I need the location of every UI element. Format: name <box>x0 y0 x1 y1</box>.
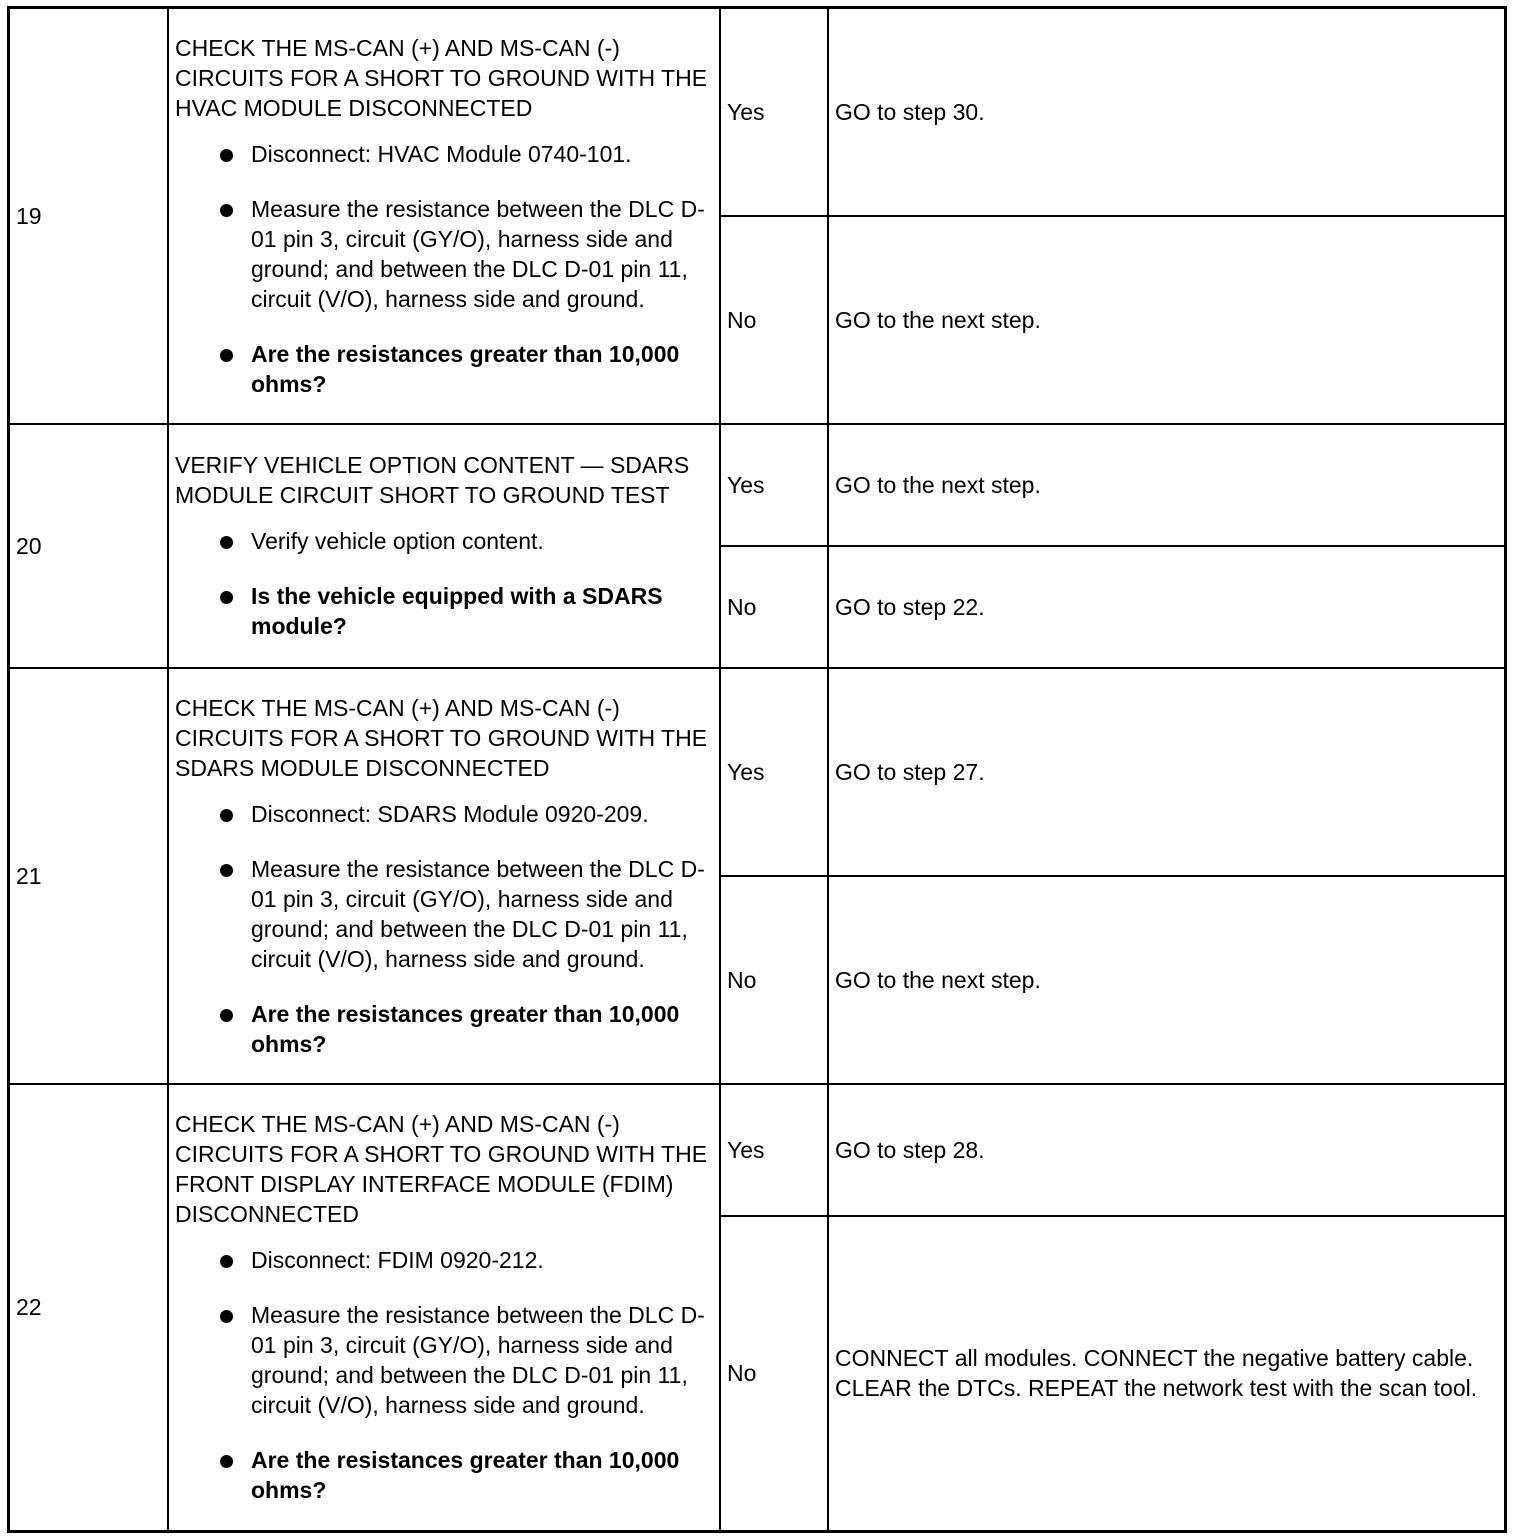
step-bullet-list <box>175 139 713 399</box>
answer-no-label: No <box>720 876 828 1084</box>
step-number: 21 <box>9 668 169 1084</box>
step-question: Is the vehicle equipped with a SDARS module? <box>251 581 713 641</box>
step-question: Are the resistances greater than 10,000 ohms? <box>251 1445 713 1505</box>
bullet-icon <box>220 204 233 217</box>
step-question: Are the resistances greater than 10,000 ohms? <box>251 999 713 1059</box>
bullet-icon <box>220 809 233 822</box>
step-description <box>168 8 720 424</box>
step-bullet: Disconnect: HVAC Module 0740-101. <box>251 139 713 169</box>
bullet-icon <box>220 149 233 162</box>
answer-no-label: No <box>720 1216 828 1532</box>
bullet-icon <box>220 591 233 604</box>
bullet-icon <box>220 1255 233 1268</box>
answer-no-action: GO to the next step. <box>828 876 1506 1084</box>
step-bullet: Measure the resistance between the DLC D-01 pin 3, circuit (GY/O), harness side and ground; and between the DLC D-01 pin 11, circuit (V/O), harness side and ground. <box>251 854 713 974</box>
step-row <box>9 8 1506 216</box>
diagnostic-steps-table <box>7 6 1507 1533</box>
answer-yes-label: Yes <box>720 1084 828 1216</box>
step-row <box>9 668 1506 876</box>
step-bullet: Measure the resistance between the DLC D-01 pin 3, circuit (GY/O), harness side and ground; and between the DLC D-01 pin 11, circuit (V/O), harness side and ground. <box>251 194 713 314</box>
step-question: Are the resistances greater than 10,000 ohms? <box>251 339 713 399</box>
bullet-icon <box>220 1310 233 1323</box>
answer-yes-action: GO to step 27. <box>828 668 1506 876</box>
step-row <box>9 1084 1506 1216</box>
step-description <box>168 424 720 668</box>
answer-no-label: No <box>720 546 828 668</box>
answer-yes-label: Yes <box>720 8 828 216</box>
bullet-icon <box>220 536 233 549</box>
answer-no-label: No <box>720 216 828 424</box>
answer-no-action: GO to the next step. <box>828 216 1506 424</box>
bullet-icon <box>220 349 233 362</box>
step-description <box>168 668 720 1084</box>
step-description <box>168 1084 720 1532</box>
step-number: 22 <box>9 1084 169 1532</box>
step-bullet-list <box>175 799 713 1059</box>
step-heading: CHECK THE MS-CAN (+) AND MS-CAN (-) CIRCUITS FOR A SHORT TO GROUND WITH THE SDARS MODULE DISCONNECTED <box>175 694 708 781</box>
step-row <box>9 424 1506 546</box>
step-number: 19 <box>9 8 169 424</box>
bullet-icon <box>220 1455 233 1468</box>
answer-yes-action: GO to step 28. <box>828 1084 1506 1216</box>
step-heading: CHECK THE MS-CAN (+) AND MS-CAN (-) CIRCUITS FOR A SHORT TO GROUND WITH THE FRONT DISPLAY INTERFACE MODULE (FDIM) DISCONNECTED <box>175 1111 708 1228</box>
step-bullet: Disconnect: SDARS Module 0920-209. <box>251 799 713 829</box>
answer-yes-label: Yes <box>720 424 828 546</box>
step-bullet-list <box>175 1245 713 1505</box>
bullet-icon <box>220 1009 233 1022</box>
step-heading: CHECK THE MS-CAN (+) AND MS-CAN (-) CIRCUITS FOR A SHORT TO GROUND WITH THE HVAC MODULE DISCONNECTED <box>175 34 708 121</box>
step-heading: VERIFY VEHICLE OPTION CONTENT — SDARS MODULE CIRCUIT SHORT TO GROUND TEST <box>175 452 690 508</box>
bullet-icon <box>220 864 233 877</box>
answer-yes-action: GO to the next step. <box>828 424 1506 546</box>
step-bullet-list <box>175 526 713 641</box>
answer-yes-action: GO to step 30. <box>828 8 1506 216</box>
step-bullet: Disconnect: FDIM 0920-212. <box>251 1245 713 1275</box>
answer-no-action: CONNECT all modules. CONNECT the negative battery cable. CLEAR the DTCs. REPEAT the network test with the scan tool. <box>828 1216 1506 1532</box>
answer-yes-label: Yes <box>720 668 828 876</box>
step-number: 20 <box>9 424 169 668</box>
step-bullet: Verify vehicle option content. <box>251 526 713 556</box>
step-bullet: Measure the resistance between the DLC D-01 pin 3, circuit (GY/O), harness side and ground; and between the DLC D-01 pin 11, circuit (V/O), harness side and ground. <box>251 1300 713 1420</box>
answer-no-action: GO to step 22. <box>828 546 1506 668</box>
